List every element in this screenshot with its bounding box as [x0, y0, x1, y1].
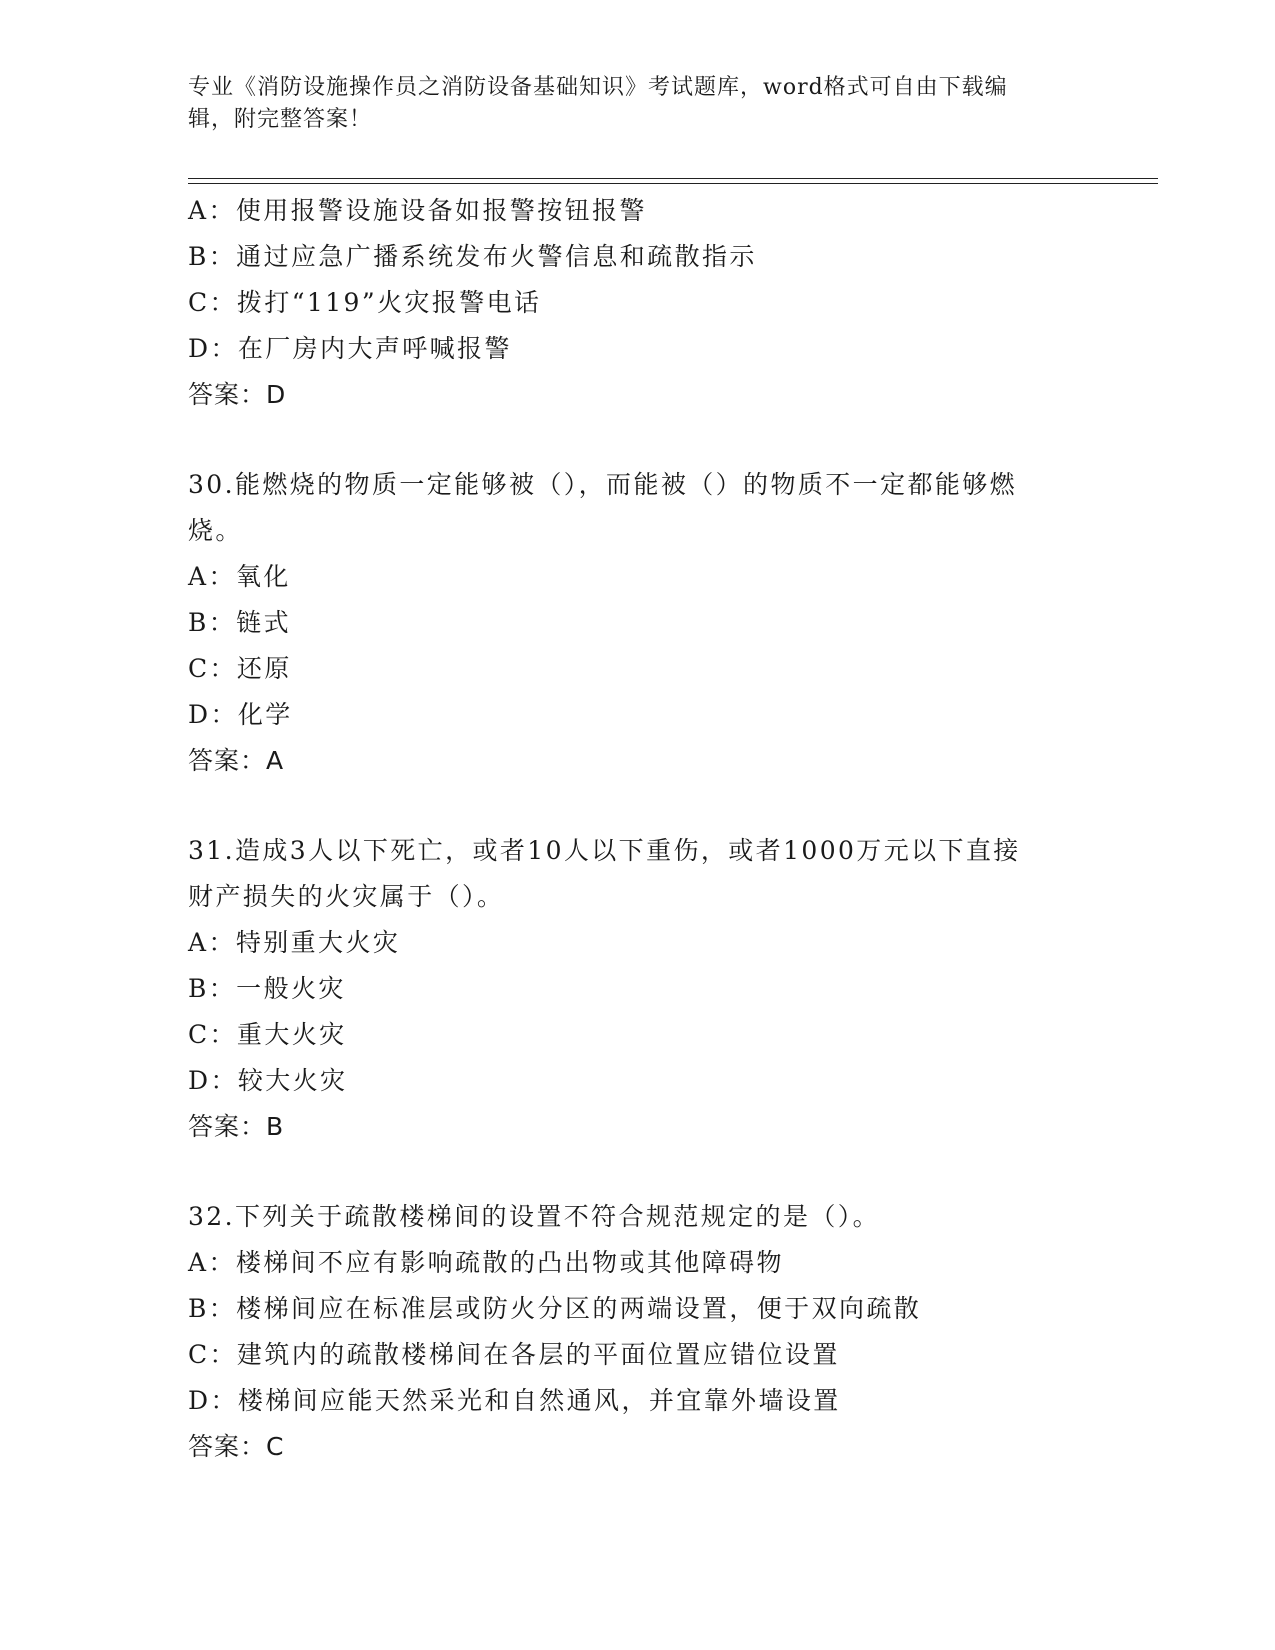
option-a: A：氧化: [188, 562, 291, 591]
option-a: A：楼梯间不应有影响疏散的凸出物或其他障碍物: [188, 1248, 784, 1277]
question-spacer: [188, 418, 1088, 462]
option-b: B：楼梯间应在标准层或防火分区的两端设置，便于双向疏散: [188, 1294, 922, 1323]
question-spacer: [188, 784, 1088, 828]
question-stem-line-2: 财产损失的火灾属于（）。: [188, 882, 505, 911]
question-stem-line-2: 烧。: [188, 516, 243, 545]
header-divider-bottom: [188, 183, 1158, 184]
question-31: [188, 828, 1088, 1150]
question-stem-line-1: 31.造成3人以下死亡，或者10人以下重伤，或者1000万元以下直接: [188, 836, 1021, 865]
answer-line: 答案：B: [188, 1112, 285, 1141]
option-d: D：化学: [188, 700, 293, 729]
option-c: C：还原: [188, 654, 292, 683]
option-c: C：拨打“119”火灾报警电话: [188, 288, 542, 317]
question-stem-line-1: 32.下列关于疏散楼梯间的设置不符合规范规定的是（）。: [188, 1202, 881, 1231]
option-b: B：一般火灾: [188, 974, 346, 1003]
option-a: A：特别重大火灾: [188, 928, 401, 957]
header-divider-top: [188, 178, 1158, 179]
header-line-2: 辑，附完整答案！: [188, 107, 373, 132]
question-list: [188, 188, 1088, 1470]
question-stem-line-1: 30.能燃烧的物质一定能够被（），而能被（）的物质不一定都能够燃: [188, 470, 1018, 499]
option-c: C：重大火灾: [188, 1020, 347, 1049]
answer-line: 答案：D: [188, 380, 287, 409]
header-line-1: 专业《消防设施操作员之消防设备基础知识》考试题库，word格式可自由下载编: [188, 75, 1008, 100]
option-b: B：链式: [188, 608, 291, 637]
option-d: D：在厂房内大声呼喊报警: [188, 334, 512, 363]
document-header: [188, 72, 1068, 136]
option-d: D：楼梯间应能天然采光和自然通风，并宜靠外墙设置: [188, 1386, 841, 1415]
question-30: [188, 462, 1088, 784]
question-32: [188, 1194, 1088, 1470]
answer-line: 答案：A: [188, 746, 285, 775]
question-spacer: [188, 1150, 1088, 1194]
answer-line: 答案：C: [188, 1432, 285, 1461]
question-29: [188, 188, 1088, 418]
option-b: B：通过应急广播系统发布火警信息和疏散指示: [188, 242, 757, 271]
option-d: D：较大火灾: [188, 1066, 348, 1095]
option-a: A：使用报警设施设备如报警按钮报警: [188, 196, 647, 225]
option-c: C：建筑内的疏散楼梯间在各层的平面位置应错位设置: [188, 1340, 840, 1369]
